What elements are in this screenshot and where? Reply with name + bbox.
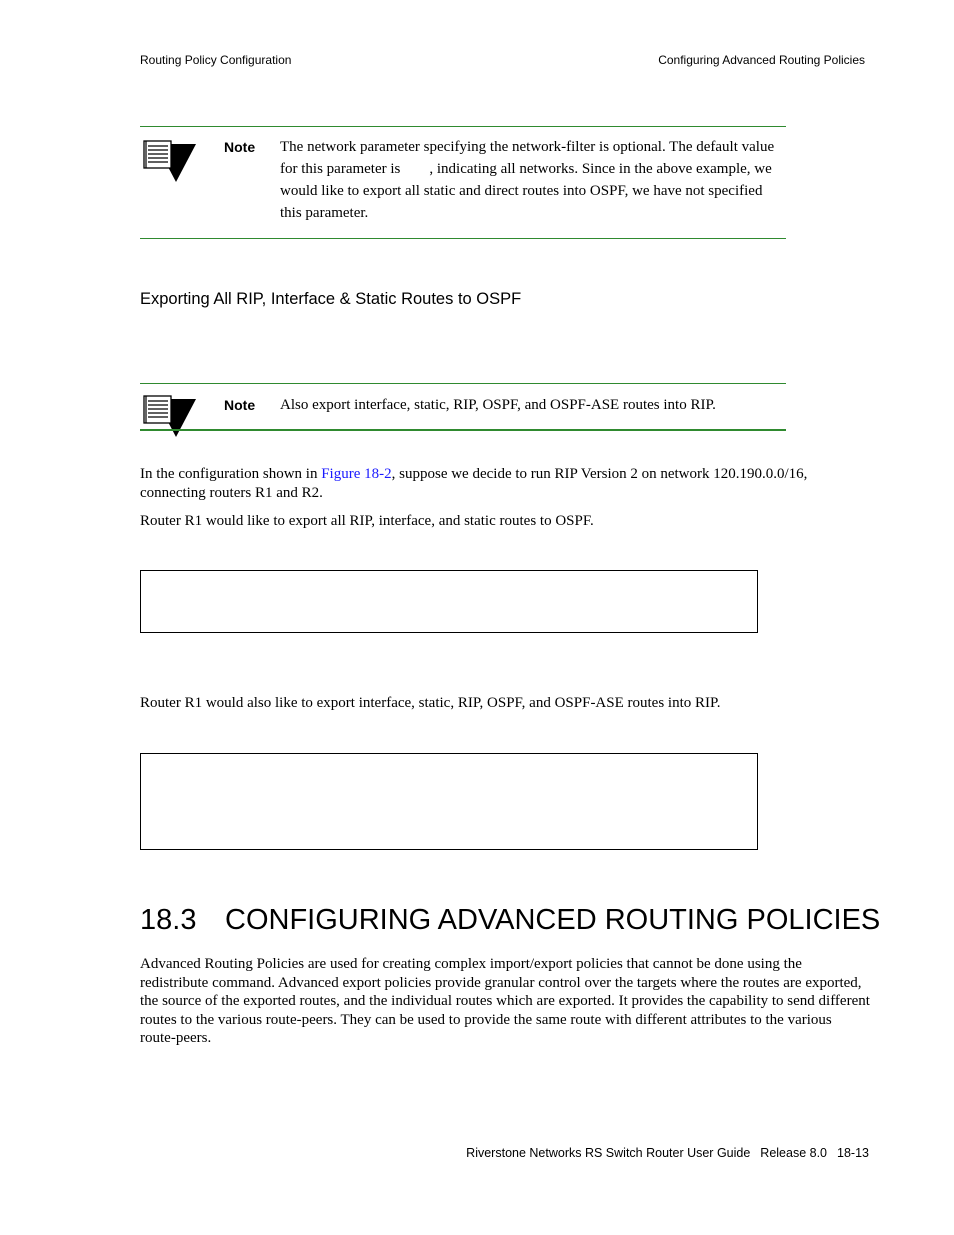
note1-top-rule [140, 126, 786, 127]
note1-bottom-rule [140, 238, 786, 239]
section-heading [140, 904, 880, 937]
header-chapter-title: Routing Policy Configuration [140, 53, 292, 67]
note1-text-part2: , indicating all networks. Since in the above example, we would like to export all static and direct routes into OSPF, we have not specified this parameter. [280, 161, 772, 221]
note1-text [280, 136, 784, 224]
figure-18-2-link[interactable]: Figure 18-2 [321, 466, 392, 482]
footer-page-number: 18-13 [837, 1146, 869, 1160]
paragraph-export-to-rip: Router R1 would also like to export interface, static, RIP, OSPF, and OSPF-ASE routes into RIP. [140, 695, 721, 711]
para1-text-end: , suppose we decide to run RIP Version 2 on network 120.190.0.0/16, connecting routers R1 and R2. [140, 466, 808, 501]
note-icon [142, 395, 198, 439]
section-number: 18.3 [140, 904, 197, 936]
header-section-title: Configuring Advanced Routing Policies [658, 53, 865, 67]
note-icon [142, 140, 198, 184]
footer-guide-title: Riverstone Networks RS Switch Router User Guide [466, 1146, 751, 1160]
note2-text: Also export interface, static, RIP, OSPF, and OSPF-ASE routes into RIP. [280, 397, 716, 413]
note2-top-rule [140, 383, 786, 384]
page-footer [466, 1146, 869, 1160]
subheading: Exporting All RIP, Interface & Static Routes to OSPF [140, 290, 522, 308]
paragraph-advanced-policies: Advanced Routing Policies are used for creating complex import/export policies that cannot be done using the redistribute command. Advanced export policies provide granular control over the targets where the routes are exported, the source of the exported routes, and the individual routes which are exported. It provides the capability to send different routes to the various route-peers. They can be used to provide the same route with different attributes to the various route-peers. [140, 956, 870, 1046]
note2-bottom-rule [140, 429, 786, 431]
note1-label: Note [224, 139, 256, 155]
footer-release: Release 8.0 [760, 1146, 828, 1160]
paragraph-export-to-ospf: Router R1 would like to export all RIP, interface, and static routes to OSPF. [140, 513, 594, 529]
note2-label: Note [224, 397, 256, 413]
code-box-ospf-export [140, 570, 758, 633]
section-title: CONFIGURING ADVANCED ROUTING POLICIES [225, 904, 881, 936]
para1-text-start: In the configuration shown in [140, 466, 322, 482]
note1-text-part1: The network parameter specifying the network-filter is optional. The default value for this parameter is [280, 139, 775, 177]
paragraph-config-intro [140, 465, 840, 503]
code-box-rip-export [140, 753, 758, 850]
